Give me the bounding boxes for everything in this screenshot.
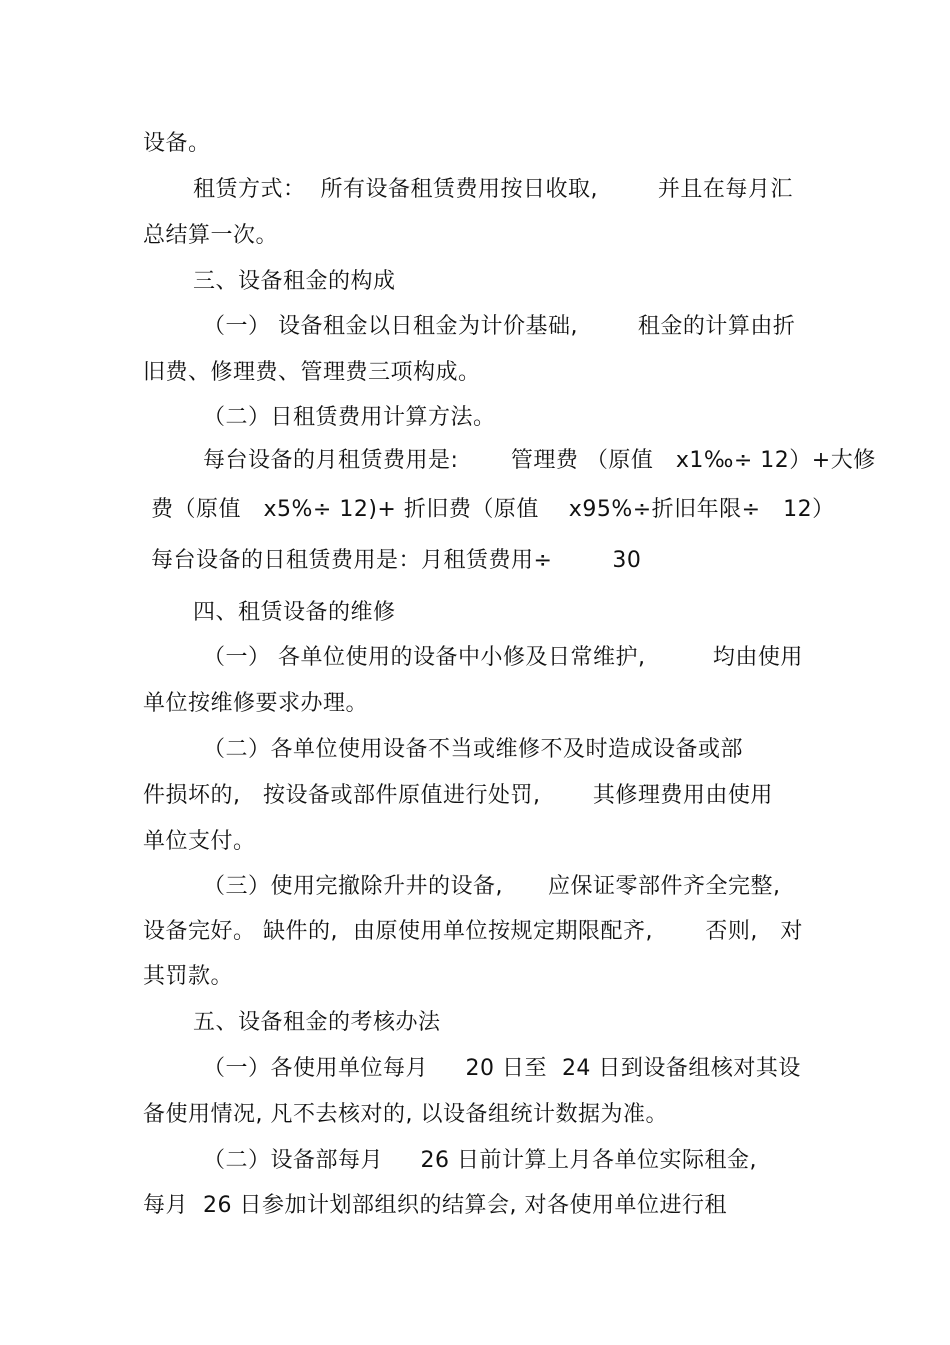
formula-line: 每台设备的日租赁费用是：月租赁费用÷ 30 — [151, 548, 642, 573]
text-line: （二）日租赁费用计算方法。 — [203, 405, 496, 430]
text-line: 备使用情况, 凡不去核对的, 以设备组统计数据为准。 — [143, 1102, 668, 1127]
text-line: 设备完好。 缺件的, 由原使用单位按规定期限配齐, 否则, 对 — [143, 919, 803, 944]
section-heading: 五、设备租金的考核办法 — [193, 1010, 441, 1035]
text-line: 其罚款。 — [143, 964, 234, 989]
section-heading: 四、租赁设备的维修 — [193, 600, 396, 625]
text-line: （二）各单位使用设备不当或维修不及时造成设备或部 — [203, 737, 744, 762]
text-line: 总结算一次。 — [143, 223, 279, 248]
text-line: 每月 26 日参加计划部组织的结算会, 对各使用单位进行租 — [143, 1193, 727, 1218]
text-line: （一） 设备租金以日租金为计价基础, 租金的计算由折 — [203, 314, 796, 339]
text-line: 单位按维修要求办理。 — [143, 691, 369, 716]
text-line: （一）各使用单位每月 20 日至 24 日到设备组核对其设 — [203, 1056, 801, 1081]
section-heading: 三、设备租金的构成 — [193, 269, 396, 294]
text-line: 设备。 — [143, 131, 211, 156]
text-line: 租赁方式： 所有设备租赁费用按日收取, 并且在每月汇 — [193, 177, 793, 202]
text-line: 件损坏的, 按设备或部件原值进行处罚, 其修理费用由使用 — [143, 783, 773, 808]
text-line: 旧费、修理费、管理费三项构成。 — [143, 360, 481, 385]
text-line: （一） 各单位使用的设备中小修及日常维护, 均由使用 — [203, 645, 803, 670]
text-line: （二）设备部每月 26 日前计算上月各单位实际租金, — [203, 1148, 757, 1173]
formula-line: 每台设备的月租赁费用是: 管理费 （原值 x1‰÷ 12）+大修 — [203, 448, 876, 473]
text-line: 单位支付。 — [143, 829, 256, 854]
formula-line: 费（原值 x5%÷ 12)+ 折旧费（原值 x95%÷折旧年限÷ 12） — [151, 497, 835, 522]
text-line: （三）使用完撤除升井的设备, 应保证零部件齐全完整, — [203, 874, 781, 899]
